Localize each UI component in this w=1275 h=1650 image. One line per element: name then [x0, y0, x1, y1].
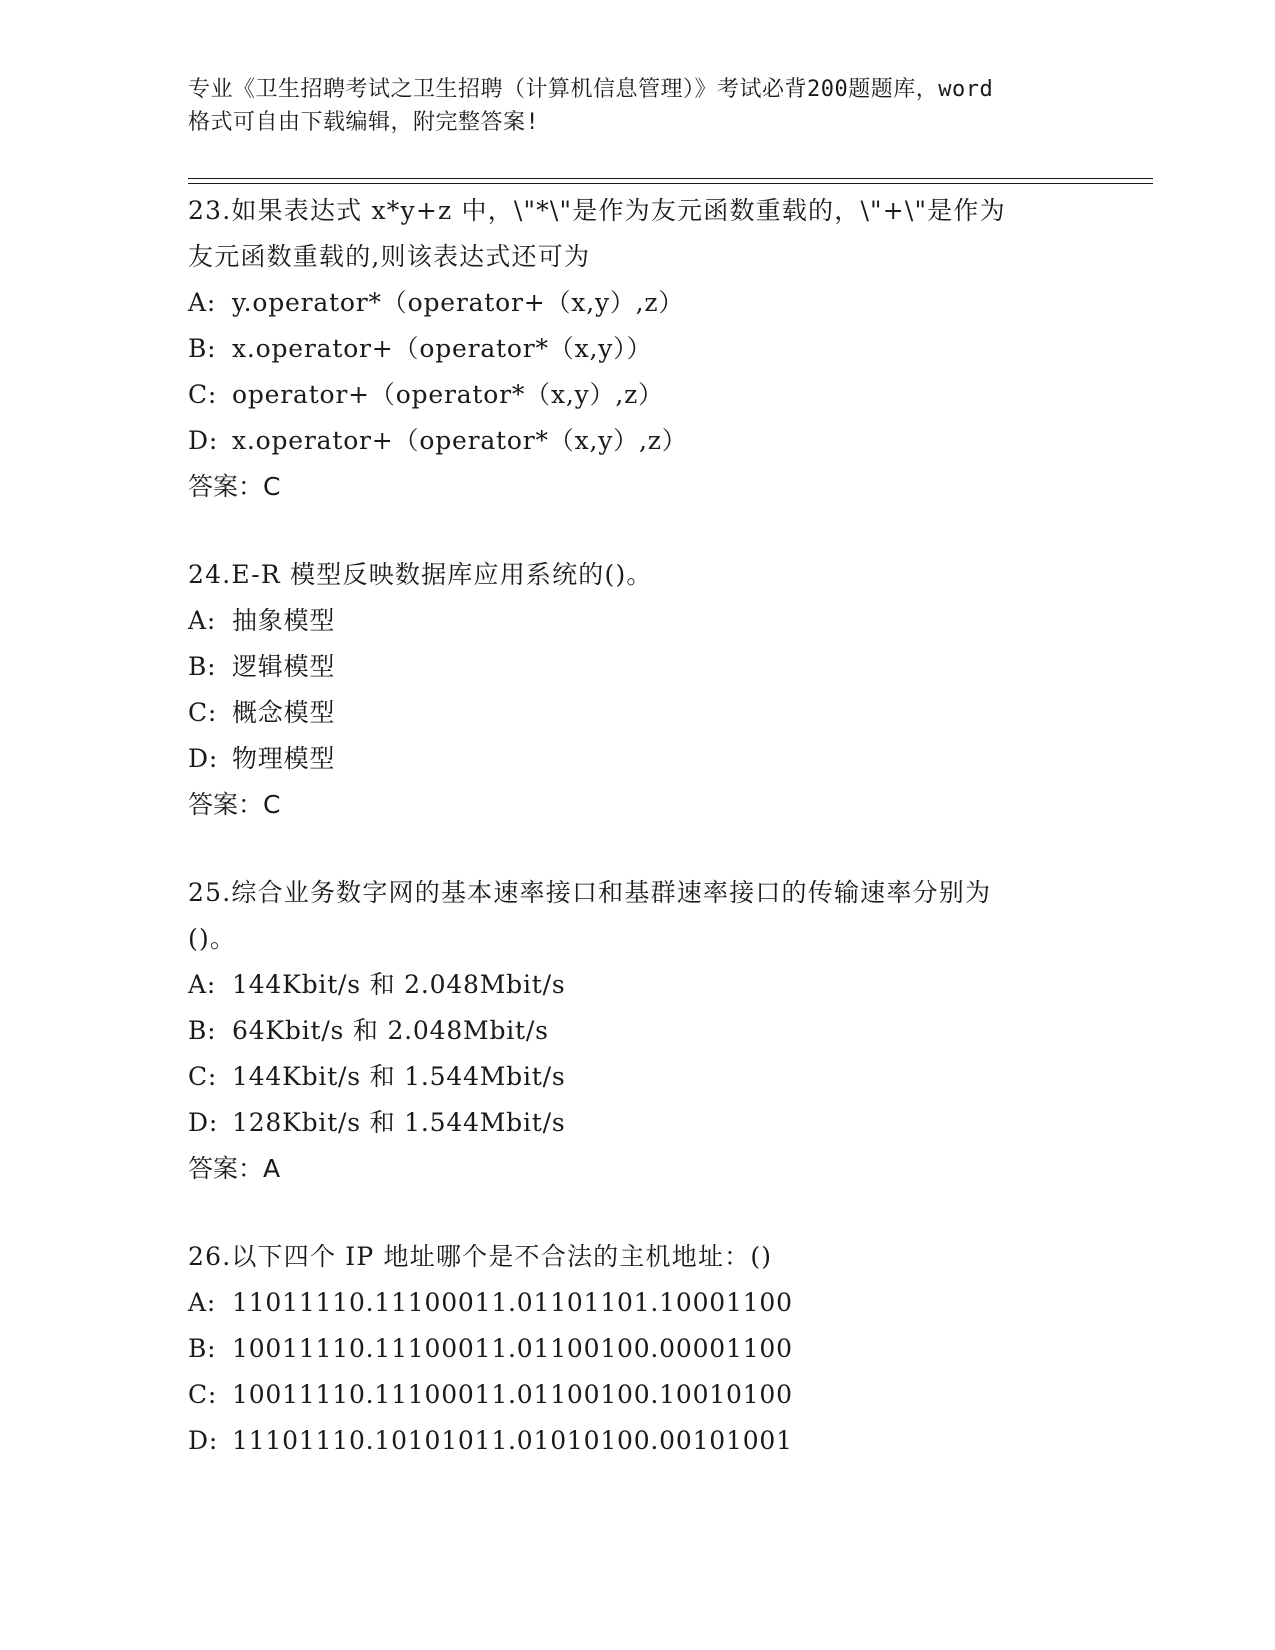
question-text: 24.E-R 模型反映数据库应用系统的()。: [188, 560, 653, 589]
option-row: [188, 736, 1088, 782]
option-row: [188, 1100, 1088, 1146]
option-text: x.operator+（operator*（x,y））: [232, 334, 653, 363]
option-text: 10011110.11100011.01100100.10010100: [232, 1380, 793, 1409]
option-row: [188, 1054, 1088, 1100]
option-row: [188, 280, 1088, 326]
option-key: A:: [188, 1288, 217, 1317]
option-text: 64Kbit/s 和 2.048Mbit/s: [232, 1016, 549, 1045]
question-list: [188, 188, 1088, 1506]
option-key: B:: [188, 1334, 217, 1363]
option-row: [188, 1326, 1088, 1372]
option-text: 10011110.11100011.01100100.00001100: [232, 1334, 793, 1363]
answer-line: [188, 782, 1088, 828]
answer-line: [188, 464, 1088, 510]
option-text: 128Kbit/s 和 1.544Mbit/s: [232, 1108, 566, 1137]
answer-label: 答案：: [188, 1154, 264, 1183]
option-text: operator+（operator*（x,y）,z）: [232, 380, 664, 409]
question-block: [188, 1234, 1088, 1464]
question-block: [188, 188, 1088, 510]
option-key: D:: [188, 1108, 219, 1137]
option-text: 抽象模型: [232, 606, 336, 635]
option-key: A:: [188, 970, 217, 999]
option-row: [188, 1280, 1088, 1326]
option-text: 概念模型: [232, 698, 336, 727]
option-key: A:: [188, 288, 217, 317]
answer-label: 答案：: [188, 790, 264, 819]
option-text: 11011110.11100011.01101101.10001100: [232, 1288, 793, 1317]
option-text: 144Kbit/s 和 1.544Mbit/s: [232, 1062, 566, 1091]
question-text: 23.如果表达式 x*y+z 中，\"*\"是作为友元函数重载的，\"+\"是作为: [188, 196, 1006, 225]
option-row: [188, 1372, 1088, 1418]
option-row: [188, 598, 1088, 644]
question-text: 26.以下四个 IP 地址哪个是不合法的主机地址：(): [188, 1242, 773, 1271]
option-row: [188, 1008, 1088, 1054]
option-text: 144Kbit/s 和 2.048Mbit/s: [232, 970, 566, 999]
option-row: [188, 418, 1088, 464]
option-text: 逻辑模型: [232, 652, 336, 681]
question-block: [188, 870, 1088, 1192]
option-key: C:: [188, 380, 218, 409]
answer-line: [188, 1146, 1088, 1192]
header-divider-bottom: [188, 183, 1153, 184]
option-row: [188, 644, 1088, 690]
option-key: D:: [188, 426, 219, 455]
option-key: C:: [188, 1062, 218, 1091]
option-key: A:: [188, 606, 217, 635]
header-divider-top: [188, 178, 1153, 179]
option-key: D:: [188, 1426, 219, 1455]
option-text: x.operator+（operator*（x,y）,z）: [232, 426, 688, 455]
answer-value: A: [263, 1154, 281, 1183]
option-row: [188, 372, 1088, 418]
question-text: ()。: [188, 924, 237, 953]
question-text: 25.综合业务数字网的基本速率接口和基群速率接口的传输速率分别为: [188, 878, 992, 907]
header-line-1: 专业《卫生招聘考试之卫生招聘（计算机信息管理）》考试必背200题题库，word: [188, 77, 994, 102]
answer-value: C: [263, 790, 281, 819]
option-row: [188, 1418, 1088, 1464]
option-row: [188, 690, 1088, 736]
answer-value: C: [263, 472, 281, 501]
option-text: 物理模型: [232, 744, 336, 773]
header-line-2: 格式可自由下载编辑，附完整答案!: [188, 110, 540, 135]
question-text: 友元函数重载的,则该表达式还可为: [188, 242, 591, 271]
question-block: [188, 552, 1088, 828]
answer-label: 答案：: [188, 472, 264, 501]
option-key: B:: [188, 334, 217, 363]
option-text: y.operator*（operator+（x,y）,z）: [232, 288, 685, 317]
option-text: 11101110.10101011.01010100.00101001: [232, 1426, 793, 1455]
option-key: D:: [188, 744, 219, 773]
option-key: B:: [188, 1016, 217, 1045]
option-key: C:: [188, 698, 218, 727]
option-row: [188, 962, 1088, 1008]
document-header: [188, 73, 1088, 139]
option-key: C:: [188, 1380, 218, 1409]
option-row: [188, 326, 1088, 372]
option-key: B:: [188, 652, 217, 681]
